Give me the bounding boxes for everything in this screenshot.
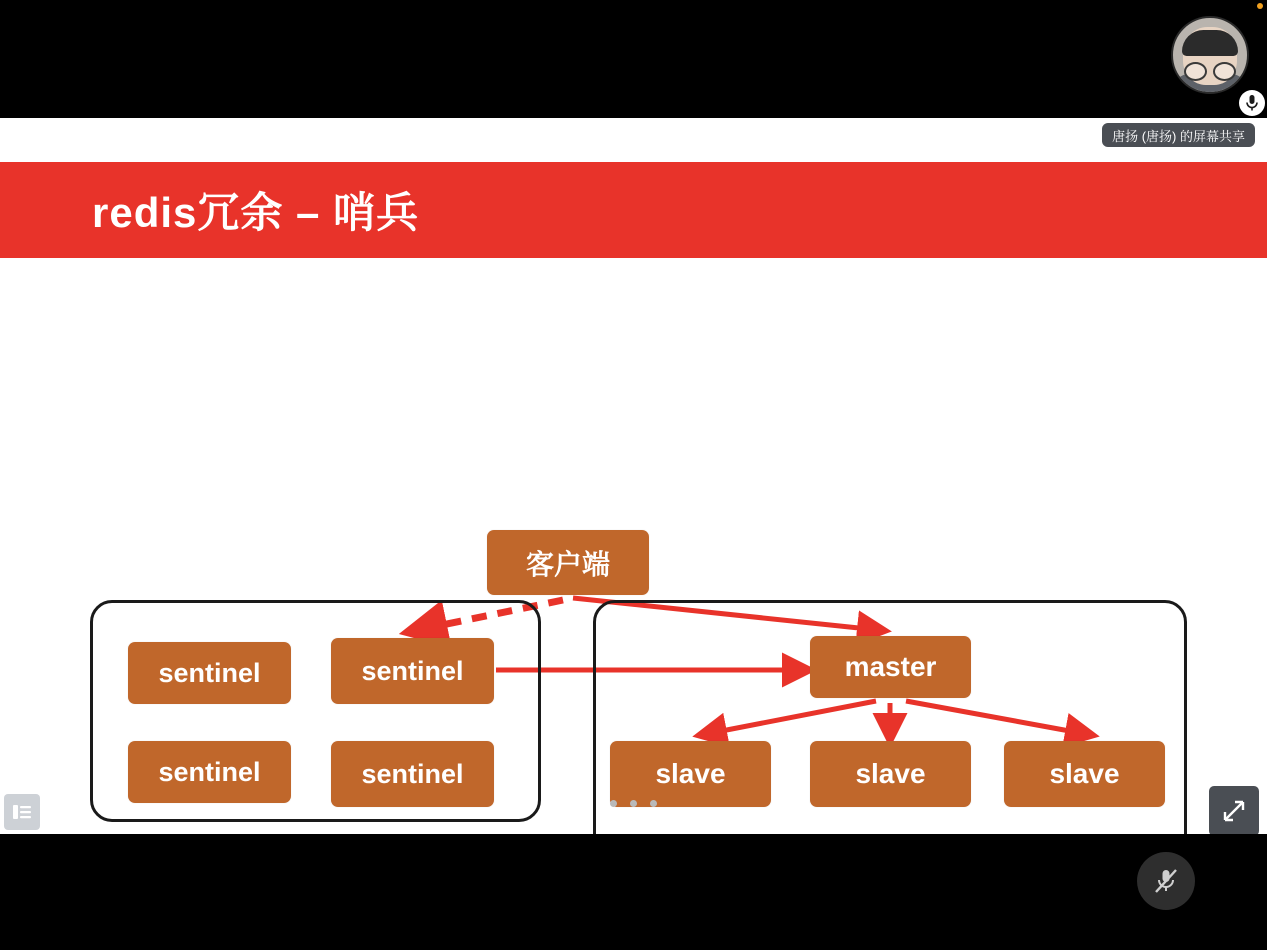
recording-indicator-dot: [1257, 3, 1263, 9]
node-sentinel-3: sentinel: [128, 741, 291, 803]
exit-fullscreen-button[interactable]: [1209, 786, 1259, 836]
avatar-glasses-icon: [1184, 62, 1236, 78]
node-slave-1: slave: [610, 741, 771, 807]
page-title: redis冗余 – 哨兵: [92, 189, 420, 236]
node-sentinel-2: sentinel: [331, 638, 494, 704]
page-dot[interactable]: [650, 800, 657, 807]
avatar-hair: [1182, 30, 1238, 56]
mute-toggle-button[interactable]: [1137, 852, 1195, 910]
share-status-label: 唐扬 (唐扬) 的屏幕共享: [1102, 123, 1255, 147]
top-video-bar: [0, 0, 1267, 118]
slide-diagram: [0, 258, 1267, 834]
self-view-thumbnail[interactable]: [1171, 16, 1249, 94]
slide-title-bar: [0, 162, 1267, 258]
node-client: 客户端: [487, 530, 649, 595]
microphone-icon: [1239, 90, 1265, 116]
slide-page-dots[interactable]: [0, 800, 1267, 807]
share-status-strip: [0, 118, 1267, 162]
shared-slide: [0, 162, 1267, 834]
page-dot[interactable]: [610, 800, 617, 807]
node-slave-2: slave: [810, 741, 971, 807]
node-sentinel-1: sentinel: [128, 642, 291, 704]
node-master: master: [810, 636, 971, 698]
node-sentinel-4: sentinel: [331, 741, 494, 807]
list-panel-icon: [13, 805, 31, 819]
page-dot[interactable]: [630, 800, 637, 807]
exit-fullscreen-icon: [1221, 798, 1247, 824]
bottom-toolbar: [0, 834, 1267, 950]
microphone-muted-icon: [1153, 867, 1179, 895]
node-slave-3: slave: [1004, 741, 1165, 807]
